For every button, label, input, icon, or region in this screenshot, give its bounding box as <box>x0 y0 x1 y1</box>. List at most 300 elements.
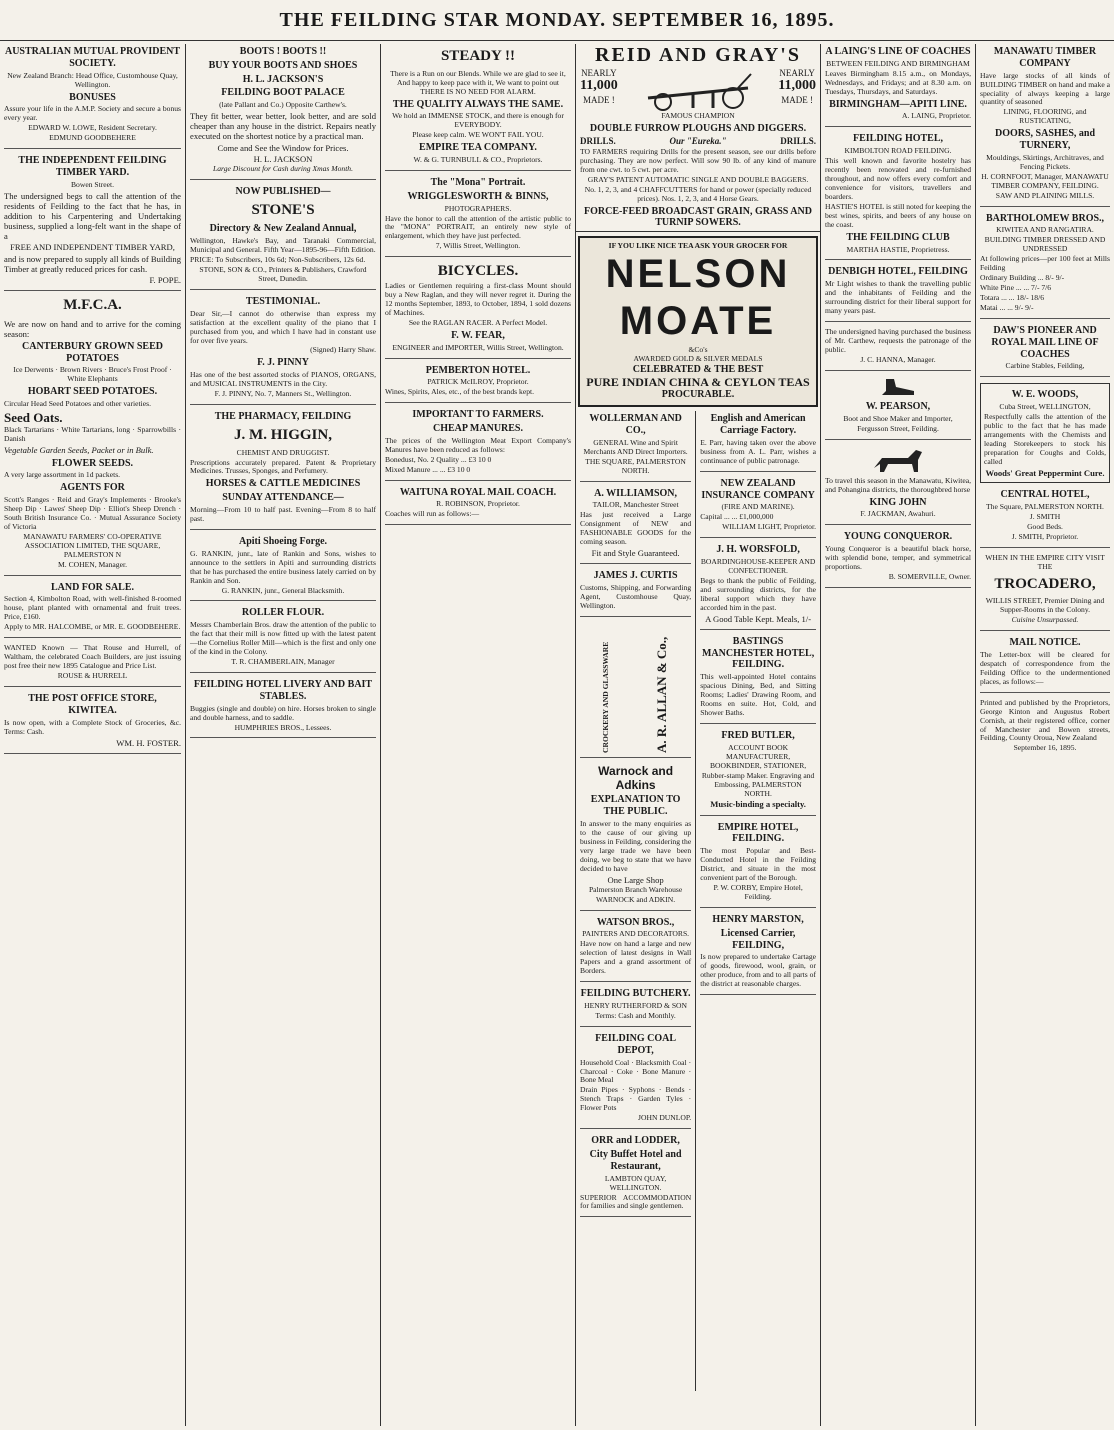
english-text: E. Parr, having taken over the above business from A. L. Parr, wishes a continuance of public patronage. <box>700 437 816 465</box>
reid-gray-ad <box>576 44 820 232</box>
butchery-ad <box>580 988 691 1027</box>
imprint <box>980 699 1110 754</box>
reid-plough: DOUBLE FURROW PLOUGHS AND DIGGERS. <box>589 122 807 134</box>
light: WILLIAM LIGHT, Proprietor. <box>722 522 816 532</box>
post-text: Is now open, with a Complete Stock of Groceries, &c. Terms: Cash. <box>4 717 181 736</box>
king-john-ad <box>825 446 971 526</box>
horse-icon <box>868 446 928 476</box>
pharmacy: THE PHARMACY, FEILDING <box>214 411 352 423</box>
canterbury: CANTERBURY GROWN SEED POTATOES <box>22 340 163 364</box>
allan-ad <box>580 623 691 758</box>
coal-list: Household Coal · Blacksmith Coal · Charcoal · Coke · Bone Manure · Bone Meal <box>580 1057 692 1085</box>
feilding-text: This well known and favorite hostelry has recently been renovated and re-furnished throughout, and now offers every comfort and convenience for visitors, travellers and boarders. <box>825 156 971 201</box>
indep-free: FREE AND INDEPENDENT TIMBER YARD, <box>10 242 175 253</box>
empire-h: EMPIRE HOTEL, FEILDING. <box>717 821 799 845</box>
marston-ad <box>700 914 816 995</box>
young: YOUNG CONQUEROR. <box>843 531 953 543</box>
stones-text: Wellington, Hawke's Bay, and Taranaki Commercial, Municipal and General. Fifth Year—1895-96—Fifth Edition. <box>190 236 376 255</box>
explan-text: In answer to the many enquiries as to the cause of our giving up business in Feilding, considering the very large trade we have been doing, we beg to state that we have decided to have <box>580 818 692 873</box>
test-sign: (Signed) Harry Shaw. <box>310 345 376 355</box>
amp-ad <box>4 46 181 149</box>
roller: ROLLER FLOUR. <box>241 607 325 619</box>
indep-street: Bowen Street. <box>70 179 115 189</box>
empire: EMPIRE TEA COMPANY. <box>419 142 537 154</box>
corby: P. W. CORBY, Empire Hotel, Feilding. <box>713 883 803 901</box>
hobart-text: Circular Head Seed Potatoes and other varieties. <box>4 399 151 409</box>
amp-sign: EDWARD W. LOWE, Resident Secretary. <box>28 123 157 133</box>
mixed: Mixed Manure ... ... £3 10 0 <box>385 464 471 474</box>
will-text: Has just received a Large Consignment of NEW and FASHIONABLE GOODS for the coming season. <box>580 510 692 547</box>
amp-bonus: BONUSES <box>69 91 116 103</box>
kiwitea: KIWITEA AND RANGATIRA. <box>996 225 1094 235</box>
feilding-rd: KIMBOLTON ROAD FEILDING. <box>844 146 952 156</box>
butler-sub: ACCOUNT BOOK MANUFACTURER, BOOKBINDER, STATIONER, <box>709 742 807 770</box>
bastings-ad <box>700 636 816 724</box>
foster: WM. H. FOSTER. <box>116 737 181 748</box>
wriggles-addr: 7, Willis Street, Wellington. <box>435 241 521 251</box>
will-sub: TAILOR, Manchester Street <box>592 500 679 510</box>
central-ad <box>980 489 1110 548</box>
terms-cash: Terms: Cash and Monthly. <box>595 1011 676 1020</box>
carrier-text: Is now prepared to undertake Cartage of goods, firewood, wool, grain, or other produce, from and to all parts of the district at reasonable charges. <box>700 952 816 989</box>
stones-sign: STONE, SON & CO., Printers & Publishers, Crawford Street, Dunedin. <box>199 264 367 283</box>
important: IMPORTANT TO FARMERS. <box>412 409 544 421</box>
cornfoot: H. CORNFOOT, Manager, MANAWATU TIMBER COMPANY, FEILDING. <box>981 171 1109 190</box>
dressed: BUILDING TIMBER DRESSED AND UNDRESSED <box>984 235 1106 254</box>
board: BOARDINGHOUSE-KEEPER AND CONFECTIONER. <box>700 556 816 575</box>
boots-buy: BUY YOUR BOOTS AND SHOES <box>208 59 358 71</box>
roller-ad <box>190 607 376 673</box>
wanted-ad <box>4 644 181 687</box>
chamb-text: Messrs Chamberlain Bros. draw the attention of the public to the fact that their mill is now fitted up with the latest patent—the Cornelius Roller Mill—which is the first and only one of the kind in the Colony. <box>190 620 376 657</box>
bonedust: Bonedust, No. 2 Quality ... £3 10 0 <box>385 454 492 464</box>
music: Music-binding a specialty. <box>710 799 806 810</box>
stones-price: PRICE: To Subscribers, 10s 6d; Non-Subscribers, 12s 6d. <box>190 254 366 264</box>
denbigh-ad <box>825 266 971 322</box>
reid-drills-l: DRILLS. <box>580 136 616 147</box>
pinny-addr: F. J. PINNY, No. 7, Manners St., Wellington. <box>214 389 352 399</box>
flower-text: A very large assortment in 1d packets. <box>4 470 121 480</box>
wriggles: WRIGGLESWORTH & BINNS, <box>407 190 549 202</box>
masthead-title: THE FEILDING STAR MONDAY. SEPTEMBER 16, 1895. <box>279 9 835 31</box>
apiti: BIRMINGHAM—APITI LINE. <box>829 98 967 110</box>
date: September 16, 1895. <box>1013 743 1077 753</box>
woods-ad <box>980 383 1110 483</box>
reid-made-l: MADE ! <box>582 94 615 105</box>
col4-left <box>576 411 696 1391</box>
indep-text: The undersigned begs to call the attention of the residents of Feilding to the fact that he has, in addition to his Carpentering and Undertaking business, supplied a long-felt want in the shape of a <box>4 190 181 242</box>
hobart: HOBART SEED POTATOES. <box>27 386 158 398</box>
butchery: FEILDING BUTCHERY. <box>580 988 691 1000</box>
empire-city: WHEN IN THE EMPIRE CITY VISIT THE <box>985 552 1105 571</box>
cuisine: Cuisine Unsurpassed. <box>1011 615 1079 625</box>
english: English and American Carriage Factory. <box>710 413 806 437</box>
trocadero-ad <box>980 554 1110 631</box>
doors: DOORS, SASHES, and TURNERY, <box>994 128 1096 152</box>
mail: MAIL NOTICE. <box>1009 637 1081 649</box>
waituna-ad <box>385 487 571 526</box>
amp-agent: EDMUND GOODBEHERE <box>49 133 136 143</box>
veg: Vegetable Garden Seeds, Packet or in Bulk. <box>4 445 154 456</box>
test-text: Dear Sir,—I cannot do otherwise than express my satisfaction at the excellent quality of the piano that I purchased from you, and which I have had in constant use for over five years. <box>190 308 376 345</box>
livery: FEILDING HOTEL LIVERY AND BAIT STABLES. <box>193 679 373 702</box>
reid-famous: FAMOUS CHAMPION <box>661 110 735 120</box>
stones-ad <box>190 186 376 290</box>
mfca-ad <box>4 297 181 576</box>
nelson-procurable: PROCURABLE. <box>661 389 735 401</box>
carbine: Carbine Stables, Feilding, <box>1005 361 1085 371</box>
reid-eureka: Our "Eureka." <box>669 136 727 147</box>
reid-nearly-l: NEARLY <box>581 67 617 78</box>
nelson-pure: PURE INDIAN CHINA & CEYLON TEAS <box>586 375 810 390</box>
quality: THE QUALITY ALWAYS THE SAME. <box>392 98 564 110</box>
hanna-ad <box>825 328 971 371</box>
denbigh: DENBIGH HOTEL, FEILDING <box>828 266 968 278</box>
pepper: Woods' Great Peppermint Cure. <box>985 467 1105 478</box>
ladder: ORR and LODDER, <box>591 1135 680 1147</box>
denbigh-text: Mr Light wishes to thank the travelling public and the inhabitants of Feilding and the surrounding district for their liberal support for many years past. <box>825 279 971 316</box>
boots-head: BOOTS ! BOOTS !! <box>239 46 327 57</box>
column-4 <box>575 44 820 1426</box>
sunday-text: Morning—From 10 to half past. Evening—From 8 to half past. <box>190 505 376 523</box>
ordinary: Ordinary Building ... 8/- 9/- <box>980 273 1065 283</box>
nzi-ad <box>700 478 816 538</box>
jackman: F. JACKMAN, Awahuri. <box>860 509 936 519</box>
empire-hotel-ad <box>700 822 816 908</box>
column-3 <box>380 44 575 1426</box>
rankin: G. RANKIN, junr., General Blacksmith. <box>221 585 345 595</box>
post-title: THE POST OFFICE STORE, KIWITEA. <box>28 693 157 716</box>
pinny-text: Has one of the best assorted stocks of PIANOS, ORGANS, and MUSICAL INSTRUMENTS in the City. <box>190 370 376 389</box>
bicycles: BICYCLES. <box>437 263 519 280</box>
bicycles-ad <box>385 263 571 358</box>
horses: HORSES & CATTLE MEDICINES <box>205 478 361 490</box>
shoeing: Apiti Shoeing Forge. <box>238 535 328 547</box>
matai: Matai ... ... 9/- 9/- <box>980 303 1034 313</box>
club: THE FEILDING CLUB <box>846 231 950 243</box>
empire-tea-ad <box>385 48 571 171</box>
land-title: LAND FOR SALE. <box>50 581 135 593</box>
bastings: BASTINGS MANCHESTER HOTEL, FEILDING. <box>701 635 815 671</box>
land-ad <box>4 582 181 639</box>
central-sub: The Square, PALMERSTON NORTH. <box>986 501 1104 511</box>
totara: Totara ... ... 18/- 18/6 <box>980 293 1045 303</box>
woods-text: Respectfully calls the attention of the public to the fact that he has made arrangements with the Chemists and leading Storekeepers to stock his preparation for Coughs and Colds, called <box>984 412 1106 466</box>
fbp-sign: H. L. JACKSON <box>253 153 313 164</box>
will: A. WILLIAMSON, <box>594 487 678 499</box>
amp-insure: Assure your life in the A.M.P. Society and secure a bonus every year. <box>4 104 181 123</box>
warnock-ad <box>580 764 691 911</box>
mail-text: The Letter-box will be cleared for despatch of correspondence from the Feilding Office to the undermentioned places, as follows:— <box>980 649 1110 686</box>
wollerman-ad <box>580 413 691 481</box>
daws-ad <box>980 325 1110 377</box>
amp-title: AUSTRALIAN MUTUAL PROVIDENT SOCIETY. <box>4 46 181 69</box>
watson-ad <box>580 917 691 983</box>
carriage-ad <box>700 413 816 471</box>
sunday: SUNDAY ATTENDANCE— <box>222 492 344 504</box>
young-ad <box>825 531 971 588</box>
fbp: FEILDING BOOT PALACE <box>221 87 345 99</box>
carrier: Licensed Carrier, FEILDING, <box>720 927 796 951</box>
curtis-ad <box>580 570 691 617</box>
white: White Pine ... ... 7/- 7/6 <box>980 283 1052 293</box>
warnock: Warnock and Adkins <box>598 764 674 793</box>
empire-sub: W. & G. TURNBULL & CO., Proprietors. <box>413 155 543 164</box>
allan: A. R. ALLAN & Co., <box>654 636 670 754</box>
livery-text: Buggies (single and double) on hire. Horses broken to single and double harness, and to saddle. <box>190 703 376 722</box>
pemberton: PEMBERTON HOTEL. <box>425 364 531 376</box>
humph: HUMPHRIES BROS., Lessees. <box>234 722 332 732</box>
immense: We hold an IMMENSE STOCK, and there is enough for EVERYBODY. <box>392 111 564 130</box>
explan: EXPLANATION TO THE PUBLIC. <box>590 794 681 818</box>
coal: FEILDING COAL DEPOT, <box>595 1032 677 1056</box>
city: City Buffet Hotel and Restaurant, <box>589 1149 682 1172</box>
reid-row <box>580 68 816 112</box>
butler: FRED BUTLER, <box>721 729 795 741</box>
laing-between: BETWEEN FEILDING AND BIRMINGHAM <box>826 58 970 68</box>
marston: HENRY MARSTON, <box>712 913 804 925</box>
higgin-sub: CHEMIST AND DRUGGIST. <box>236 447 330 457</box>
nelson-awarded: AWARDED GOLD & SILVER MEDALS <box>633 353 763 363</box>
manawatu-t: MANAWATU TIMBER COMPANY <box>993 46 1097 69</box>
mona: The "Mona" Portrait. <box>430 176 526 188</box>
bartholomew-ad <box>980 213 1110 319</box>
pinny: F. J. PINNY <box>257 357 309 369</box>
fear: F. W. FEAR, <box>451 329 505 341</box>
woll: WOLLERMAN AND CO., <box>589 413 682 437</box>
testimonial: TESTIMONIAL. <box>245 295 321 307</box>
laing-text: Leaves Birmingham 8.15 a.m., on Mondays, Wednesdays, and Fridays; and at 8.30 a.m. on Tuesdays, Thursdays, and Saturdays. <box>825 68 971 96</box>
williamson-ad <box>580 488 691 565</box>
column-6 <box>975 44 1114 1426</box>
mfca-title: M.F.C.A. <box>63 296 122 313</box>
reid-drills-r: DRILLS. <box>780 136 816 147</box>
indep-ad <box>4 155 181 291</box>
post-ad <box>4 693 181 754</box>
mail-notice <box>980 637 1110 693</box>
manures: CHEAP MANURES. <box>432 423 523 435</box>
steady: STEADY !! <box>440 48 516 64</box>
nelson-moate-ad <box>578 236 818 407</box>
robinson: R. ROBINSON, Proprietor. <box>436 499 520 509</box>
seed-oats: Seed Oats. <box>4 410 63 426</box>
woods: W. E. WOODS, <box>1011 389 1079 401</box>
central: CENTRAL HOTEL, <box>1000 489 1090 500</box>
pharmacy-ad <box>190 411 376 530</box>
king: KING JOHN <box>869 496 927 508</box>
curtis-text: Customs, Shipping, and Forwarding Agent, Customhouse Quay, Wellington. <box>580 583 692 611</box>
wines: Wines, Spirits, Ales, etc., of the best brands kept. <box>385 387 535 397</box>
printed: Printed and published by the Proprietors, George Kinton and Augustus Robert Cornish, at their registered office, corner of Manchester and Bowen streets, Feilding, County Oroua, New Zealand <box>980 697 1110 743</box>
manures-ad <box>385 409 571 480</box>
livery-ad <box>190 679 376 738</box>
pinny-ad <box>190 296 376 405</box>
city-addr: LAMBTON QUAY, WELLINGTON. <box>604 1173 667 1192</box>
boots-ad <box>190 46 376 180</box>
shop: One Large Shop <box>607 874 664 885</box>
mona-ad <box>385 177 571 257</box>
troc-sub: WILLIS STREET, Premier Dining and Supper-Rooms in the Colony. <box>985 596 1105 615</box>
king-text: To travel this season in the Manawatu, Kiwitea, and Pohangina districts, the thoroughbred horse <box>825 475 971 494</box>
coal-ad <box>580 1033 691 1129</box>
young-text: Young Conqueror is a beautiful black horse, with splendid bone, temper, and symmetrical proportions. <box>825 544 971 571</box>
fbp-sub: (late Pallant and Co.) Opposite Carthew's. <box>219 100 347 110</box>
col4-split <box>576 411 820 1391</box>
column-1 <box>0 44 185 1426</box>
reid-force: FORCE-FEED BROADCAST GRAIN, GRASS AND TURNIP SOWERS. <box>584 205 812 229</box>
butler-addr: Rubber-stamp Maker. Engraving and Embossing, PALMERSTON NORTH. <box>701 770 815 798</box>
higgin-text: Prescriptions accurately prepared. Patent & Proprietary Medicines. Trusses, Sponges, and Perfumery. <box>190 457 376 476</box>
watson-text: Have now on hand a large and new selection of latest designs in Wall Papers and a grand assortment of Borders. <box>580 939 692 976</box>
woll-sub: GENERAL Wine and Spirit Merchants AND Direct Importers. <box>583 437 688 456</box>
hanna: J. C. HANNA, Manager. <box>860 354 936 364</box>
bicy-text: Ladies or Gentlemen requiring a first-class Mount should buy a New Raglan, and they will never regret it. During the 12 months September, 1893, to October, 1894, 1 sold dozens of Machines. <box>385 281 571 317</box>
jackson: H. L. JACKSON'S <box>242 73 324 85</box>
mona-text: Have the honor to call the attention of the artistic public to the "MONA" PORTRAIT, an entirely new style of enlargement, which they have just perfected. <box>385 213 571 241</box>
pearson: W. PEARSON, <box>865 400 931 412</box>
feilding-hotel-ad <box>825 133 971 260</box>
reid-count-r: 11,000 <box>778 78 816 94</box>
reid-count-l: 11,000 <box>580 78 618 94</box>
coaches: Coaches will run as follows:— <box>385 509 480 519</box>
mouldings: Mouldings, Skirtings, Architraves, and Fencing Pickets. <box>986 152 1104 171</box>
reid-gray-text: No. 1, 2, 3, and 4 CHAFFCUTTERS for hand or power (specially reduced prices). Nos. 1, 2, 3, and 4 Horse Gears. <box>584 184 812 203</box>
potatoes: Ice Derwents · Brown Rivers · Bruce's Frost Proof · White Elephants <box>13 365 172 384</box>
pbw: Palmerston Branch Warehouse <box>588 884 683 894</box>
butler-ad <box>700 730 816 816</box>
indep-sign: F. POPE. <box>149 274 181 285</box>
col4-right <box>696 411 820 1391</box>
woll-addr: THE SQUARE, PALMERSTON NORTH. <box>585 456 686 475</box>
cartage: The undersigned having purchased the business of Mr. Carthew, requests the patronage of the public. <box>825 327 971 354</box>
pearson-addr: Fergusson Street, Feilding. <box>857 423 939 433</box>
board-text: Begs to thank the public of Feilding, and surrounding districts, for the liberal support which they have accorded him in the past. <box>700 575 816 612</box>
saw: SAW AND PLAINING MILLS. <box>995 190 1095 200</box>
wanted-text: WANTED Known — That Rouse and Hurrell, of Waltham, the celebrated Coach Builders, are just issuing post free their new 1895 Catalogue and Price List. <box>4 643 181 671</box>
nelson-name: NELSON MOATE <box>605 252 791 344</box>
teatab: A Good Table Kept. Meals, 1/- <box>705 613 812 624</box>
feilding-h: FEILDING HOTEL, <box>852 133 944 145</box>
fbp-text: They fit better, wear better, look better, and are sold cheaper than any house in the district. Repairs neatly executed on the shortest notice by a practical man. <box>190 111 376 142</box>
laing: A LAING'S LINE OF COACHES <box>825 46 971 57</box>
rankin-text: G. RANKIN, junr., late of Rankin and Sons, wishes to announce to the settlers in Apiti and surrounding districts that he has purchased the entire business lately carried on by Rankin and Son. <box>190 548 376 585</box>
column-2 <box>185 44 380 1426</box>
city-ad <box>580 1135 691 1217</box>
wa-sign: WARNOCK and ADKIN. <box>596 894 676 904</box>
hastie: HASTIE'S HOTEL is still noted for keeping the best wines, spirits, and beers of any house on the coast. <box>825 201 971 229</box>
fit: Fit and Style Guaranteed. <box>591 548 680 559</box>
goodbeds: Good Beds. <box>1027 521 1063 531</box>
oats: Black Tartarians · White Tartarians, long · Sparrowbills · Danish <box>4 425 181 444</box>
steady-text: There is a Run on our Blends. While we are glad to see it, And happy to keep pace with it, We want to point out THERE IS NO NEED FOR ALARM. <box>390 68 566 96</box>
martha: MARTHA HASTIE, Proprietress. <box>846 244 950 254</box>
reid-nearly-r: NEARLY <box>779 67 815 78</box>
fear-sub: ENGINEER and IMPORTER, Willis Street, Wellington. <box>392 342 564 352</box>
raglan: See the RAGLAN RACER. A Perfect Model. <box>408 317 548 327</box>
pemberton-ad <box>385 365 571 404</box>
smith: J. SMITH <box>1029 511 1061 521</box>
pearson-ad <box>825 377 971 440</box>
land-apply: Apply to MR. HALCOMBE, or MR. E. GOODBEHERE. <box>4 622 181 632</box>
daws: DAW'S PIONEER AND ROYAL MAIL LINE OF COACHES <box>991 325 1099 360</box>
masthead <box>0 0 1114 41</box>
agents: AGENTS FOR <box>60 482 125 494</box>
laing-sign: A. LAING, Proprietor. <box>902 111 971 121</box>
woods-sub: Cuba Street, WELLINGTON, <box>999 402 1091 412</box>
fbp-prices: Come and See the Window for Prices. <box>217 142 349 153</box>
chamb: T. R. CHAMBERLAIN, Manager <box>231 657 335 667</box>
crockery: CROCKERY AND GLASSWARE <box>600 641 610 754</box>
land-text: Section 4, Kimbolton Road, with well-finished 8-roomed house, plant planted with ornamental and fruit trees. Price, £160. <box>4 594 181 622</box>
rutherford: HENRY RUTHERFORD & SON <box>584 1001 688 1011</box>
amer: J. H. WORSFOLD, <box>716 544 800 556</box>
indep-title: THE INDEPENDENT FEILDING TIMBER YARD. <box>18 155 167 178</box>
amp-branch: New Zealand Branch: Head Office, Customhouse Quay, Wellington. <box>7 70 178 89</box>
plough-icon <box>643 68 753 112</box>
nzi-sub: (FIRE AND MARINE). <box>721 502 795 512</box>
drain: Drain Pipes · Syphons · Bends · Stench Traps · Garden Tyles · Flower Pots <box>580 1085 692 1113</box>
reid-left <box>580 68 618 112</box>
stones: STONE'S <box>251 201 315 218</box>
watson: WATSON BROS., <box>596 916 675 928</box>
stones-head: NOW PUBLISHED— <box>235 185 331 197</box>
bartholomew: BARTHOLOMEW BROS., <box>985 212 1105 224</box>
mcilroy: PATRICK McILROY, Proprietor. <box>427 377 529 387</box>
man-text: Have large stocks of all kinds of BUILDING TIMBER on hand and make a speciality of always keeping a large quantity of seasoned <box>980 70 1110 107</box>
smith-sign: J. SMITH, Proprietor. <box>1011 531 1079 541</box>
nelson-co: &Co's <box>688 344 708 354</box>
bastings-text: This well-appointed Hotel contains spacious Dining, Bed, and Sitting Rooms; Ladies' Drawing Room, and Rooms en suite. Hot, Cold, and Shower Baths. <box>700 672 816 718</box>
curtis: JAMES J. CURTIS <box>593 570 678 582</box>
wriggles-sub: PHOTOGRAPHERS. <box>444 203 512 213</box>
nelson-top: IF YOU LIKE NICE TEA ASK YOUR GROCER FOR <box>608 241 788 251</box>
rankin-ad <box>190 536 376 602</box>
reid-made-r: MADE ! <box>781 94 813 105</box>
fbp-cash: Large Discount for Cash during Xmas Month. <box>213 163 353 173</box>
prices: At following prices—per 100 feet at Mills Feilding <box>980 254 1110 273</box>
waituna: WAITUNA ROYAL MAIL COACH. <box>399 486 557 498</box>
nzi: NEW ZEALAND INSURANCE COMPANY <box>701 477 815 501</box>
nelson-celebrated: CELEBRATED & THE BEST <box>632 363 764 375</box>
worsfold-ad <box>700 544 816 630</box>
empire-text: The most Popular and Best-Conducted Hotel in the Feilding District, and situate in the most convenient part of the Borough. <box>700 846 816 883</box>
higgin: J. M. HIGGIN, <box>234 426 332 443</box>
somerville: B. SOMERVILLE, Owner. <box>888 571 971 581</box>
column-5 <box>820 44 975 1426</box>
wontfail: Please keep calm. WE WON'T FAIL YOU. <box>412 130 544 140</box>
dunlop: JOHN DUNLOP. <box>638 1113 692 1123</box>
manawatu-assoc: MANAWATU FARMERS' CO-OPERATIVE ASSOCIATION LIMITED, THE SQUARE, PALMERSTON N <box>23 531 162 559</box>
reid-drills-text: TO FARMERS requiring Drills for the present season, see our drills before purchasing. They are now perfect. Will sow 90 lb. of any kind of manure from one cwt. to 5 cwt. per acre. <box>580 146 816 174</box>
reid-gray: GRAY'S PATENT AUTOMATIC SINGLE AND DOUBLE BAGGERS. <box>587 174 809 184</box>
trocadero: TROCADERO, <box>994 575 1096 592</box>
agent-list: Scott's Ranges · Reid and Gray's Implements · Brooke's Sheep Dip · Lawes' Sheep Dip · Elliot's Sheep Drench · South British Insurance Co. · Mutual Assurance Society of Victoria <box>4 495 181 531</box>
reid-drills-row <box>580 136 816 147</box>
reid-right <box>778 68 816 112</box>
nzi-cap: Capital ... ... £1,000,000 <box>700 512 774 522</box>
flower: FLOWER SEEDS. <box>51 457 134 469</box>
watson-sub: PAINTERS AND DECORATORS. <box>582 929 690 939</box>
boot-icon <box>878 377 918 399</box>
manures-text: The prices of the Wellington Meat Export Company's Manures have been reduced as follows: <box>385 435 571 454</box>
reid-title: REID AND GRAY'S <box>595 44 801 66</box>
lining: LINING, FLOORING, and RUSTICATING, <box>1003 107 1087 126</box>
indep-text2: and is now prepared to supply all kinds of Building Timber at greatly reduced prices for cash. <box>4 253 181 274</box>
pearson-sub: Boot and Shoe Maker and Importer, <box>843 413 953 423</box>
superior: SUPERIOR ACCOMMODATION for families and single gentlemen. <box>580 1192 692 1211</box>
laing-ad <box>825 46 971 127</box>
manawatu-timber-ad <box>980 46 1110 207</box>
